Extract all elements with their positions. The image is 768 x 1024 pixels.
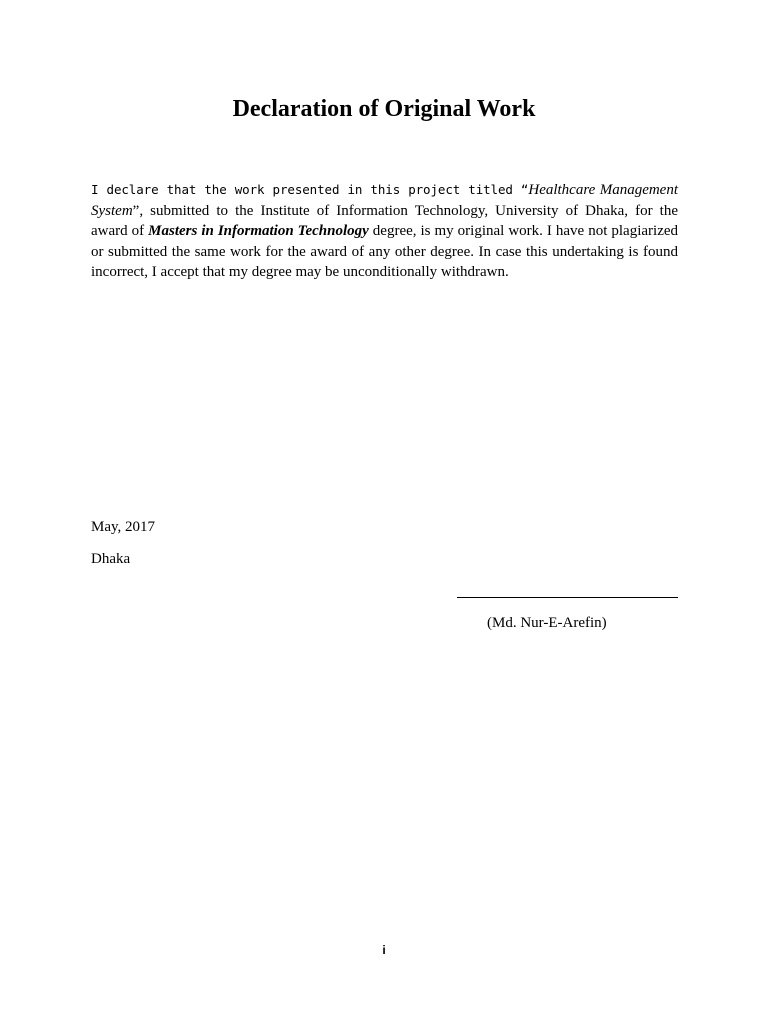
degree-name: Masters in Information Technology xyxy=(148,223,369,239)
page-number: i xyxy=(382,943,386,957)
declaration-place: Dhaka xyxy=(91,551,131,567)
project-title: Healthcare Management System xyxy=(91,182,679,219)
paragraph-lead: I declare that the work presented in this project titled “ xyxy=(91,182,529,197)
paragraph-after-title: ”, submitted to the Institute of Information Technology, University of Dhaka, for the award of xyxy=(91,202,678,239)
declaration-paragraph xyxy=(91,180,678,283)
page-title: Declaration of Original Work xyxy=(232,96,536,122)
signatory-name: (Md. Nur-E-Arefin) xyxy=(487,615,607,631)
signature-line xyxy=(457,597,678,598)
paragraph-rest: degree, is my original work. I have not plagiarized or submitted the same work for the award of any other degree. In case this undertaking is found incorrect, I accept that my degree may be unconditionally withdrawn. xyxy=(91,223,679,280)
declaration-date: May, 2017 xyxy=(91,519,156,535)
